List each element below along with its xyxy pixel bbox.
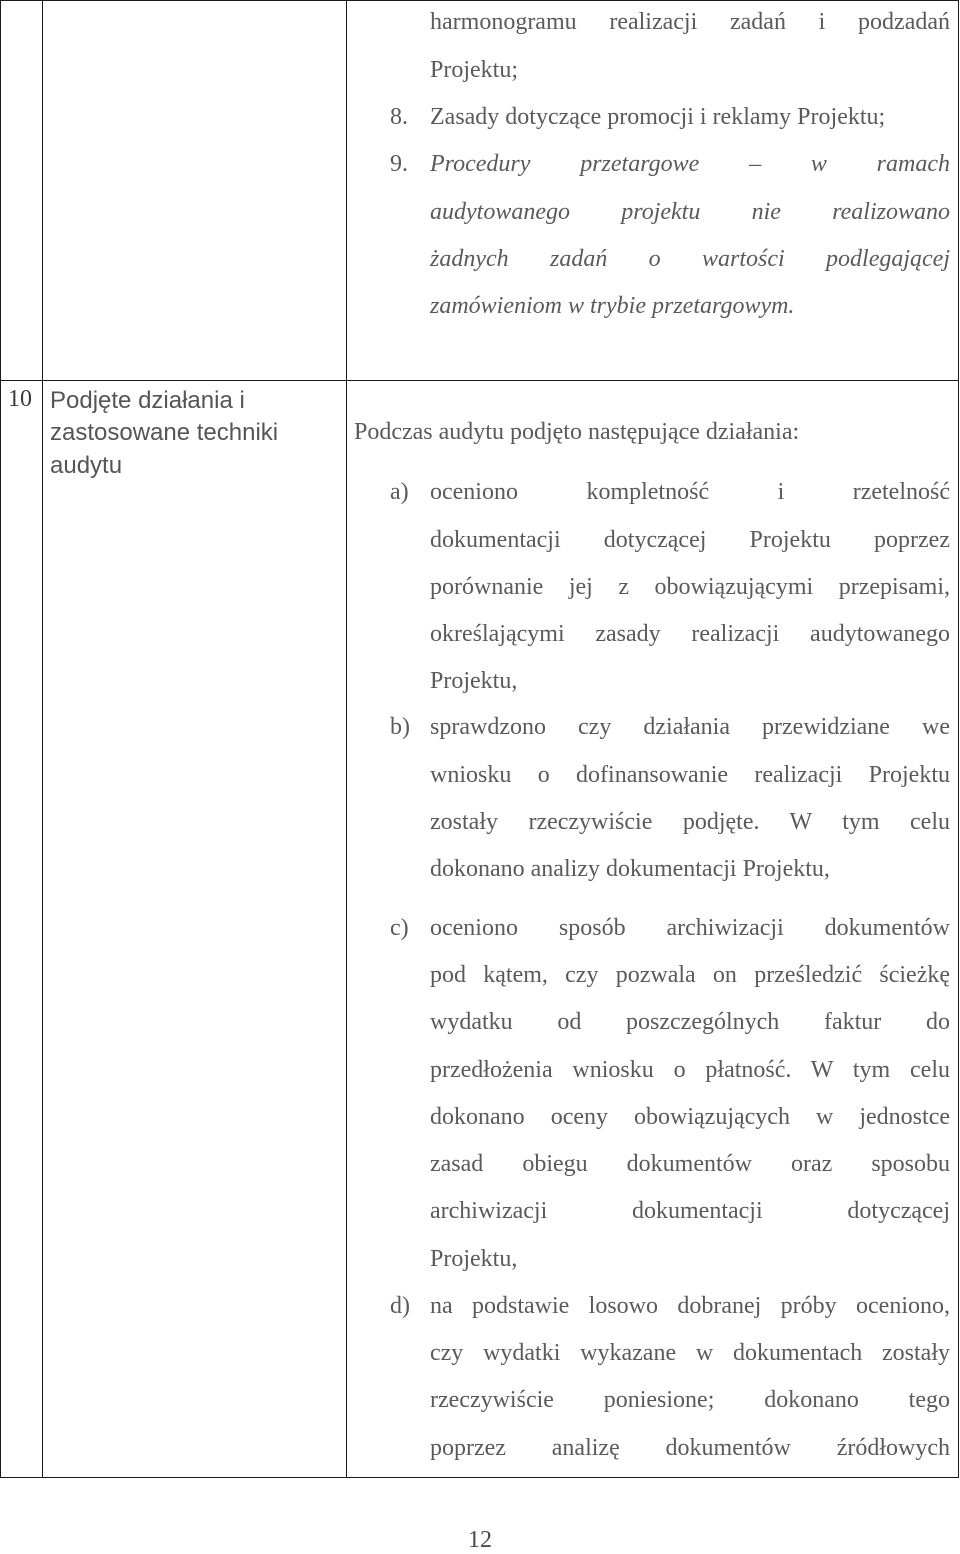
item-b-line-3: zostały rzeczywiście podjęte. W tym celu [430, 809, 950, 835]
table-border-right [958, 0, 959, 1478]
item-d-line-1: na podstawie losowo dobranej próby oceniono, [430, 1293, 950, 1319]
item-d-marker: d) [390, 1293, 410, 1319]
row-heading-line-3: audytu [50, 452, 123, 479]
item-9-line-4: zamówieniom w trybie przetargowym. [430, 293, 795, 319]
row-number: 10 [8, 386, 32, 412]
top-cell-line-2: Projektu; [430, 57, 518, 83]
item-b-line-2: wniosku o dofinansowanie realizacji Projektu [430, 762, 950, 788]
item-b-line-4: dokonano analizy dokumentacji Projektu, [430, 856, 830, 882]
item-c-marker: c) [390, 915, 409, 941]
item-a-line-4: określającymi zasady realizacji audytowanego [430, 621, 950, 647]
table-border-bottom [0, 1477, 959, 1478]
item-9-line-1: Procedury przetargowe – w ramach [430, 151, 950, 177]
item-a-line-2: dokumentacji dotyczącej Projektu poprzez [430, 527, 950, 553]
item-c-line-5: dokonano oceny obowiązujących w jednostce [430, 1104, 950, 1130]
item-c-line-6: zasad obiegu dokumentów oraz sposobu [430, 1151, 950, 1177]
item-a-line-1: oceniono kompletność i rzetelność [430, 479, 950, 505]
item-c-line-3: wydatku od poszczególnych faktur do [430, 1009, 950, 1035]
item-c-line-1: oceniono sposób archiwizacji dokumentów [430, 915, 950, 941]
table-border-left [0, 0, 1, 1478]
item-b-marker: b) [390, 714, 410, 740]
top-cell-line-1: harmonogramu realizacji zadań i podzadań [430, 9, 950, 35]
item-d-line-4: poprzez analizę dokumentów źródłowych [430, 1435, 950, 1461]
item-8-number: 8. [390, 104, 408, 130]
table-border-top [0, 0, 959, 1]
column-divider-2 [346, 0, 347, 1478]
row-heading-line-1: Podjęte działania i [50, 387, 245, 414]
item-d-line-2: czy wydatki wykazane w dokumentach zostały [430, 1340, 950, 1366]
row-intro: Podczas audytu podjęto następujące działania: [354, 419, 800, 445]
item-9-line-2: audytowanego projektu nie realizowano [430, 199, 950, 225]
item-a-line-5: Projektu, [430, 668, 518, 694]
item-c-line-4: przedłożenia wniosku o płatność. W tym celu [430, 1057, 950, 1083]
item-c-line-2: pod kątem, czy pozwala on prześledzić ścieżkę [430, 962, 950, 988]
item-c-line-7: archiwizacji dokumentacji dotyczącej [430, 1198, 950, 1224]
item-8-text: Zasady dotyczące promocji i reklamy Projektu; [430, 104, 886, 130]
item-c-line-8: Projektu, [430, 1246, 518, 1272]
item-9-number: 9. [390, 151, 408, 177]
page-number: 12 [468, 1527, 492, 1553]
column-divider-1 [42, 0, 43, 1478]
item-a-marker: a) [390, 479, 409, 505]
row-heading-line-2: zastosowane techniki [50, 419, 279, 446]
item-9-line-3: żadnych zadań o wartości podlegającej [430, 246, 950, 272]
item-d-line-3: rzeczywiście poniesione; dokonano tego [430, 1387, 950, 1413]
item-b-line-1: sprawdzono czy działania przewidziane we [430, 714, 950, 740]
item-a-line-3: porównanie jej z obowiązującymi przepisami, [430, 574, 950, 600]
row-divider [0, 380, 959, 381]
